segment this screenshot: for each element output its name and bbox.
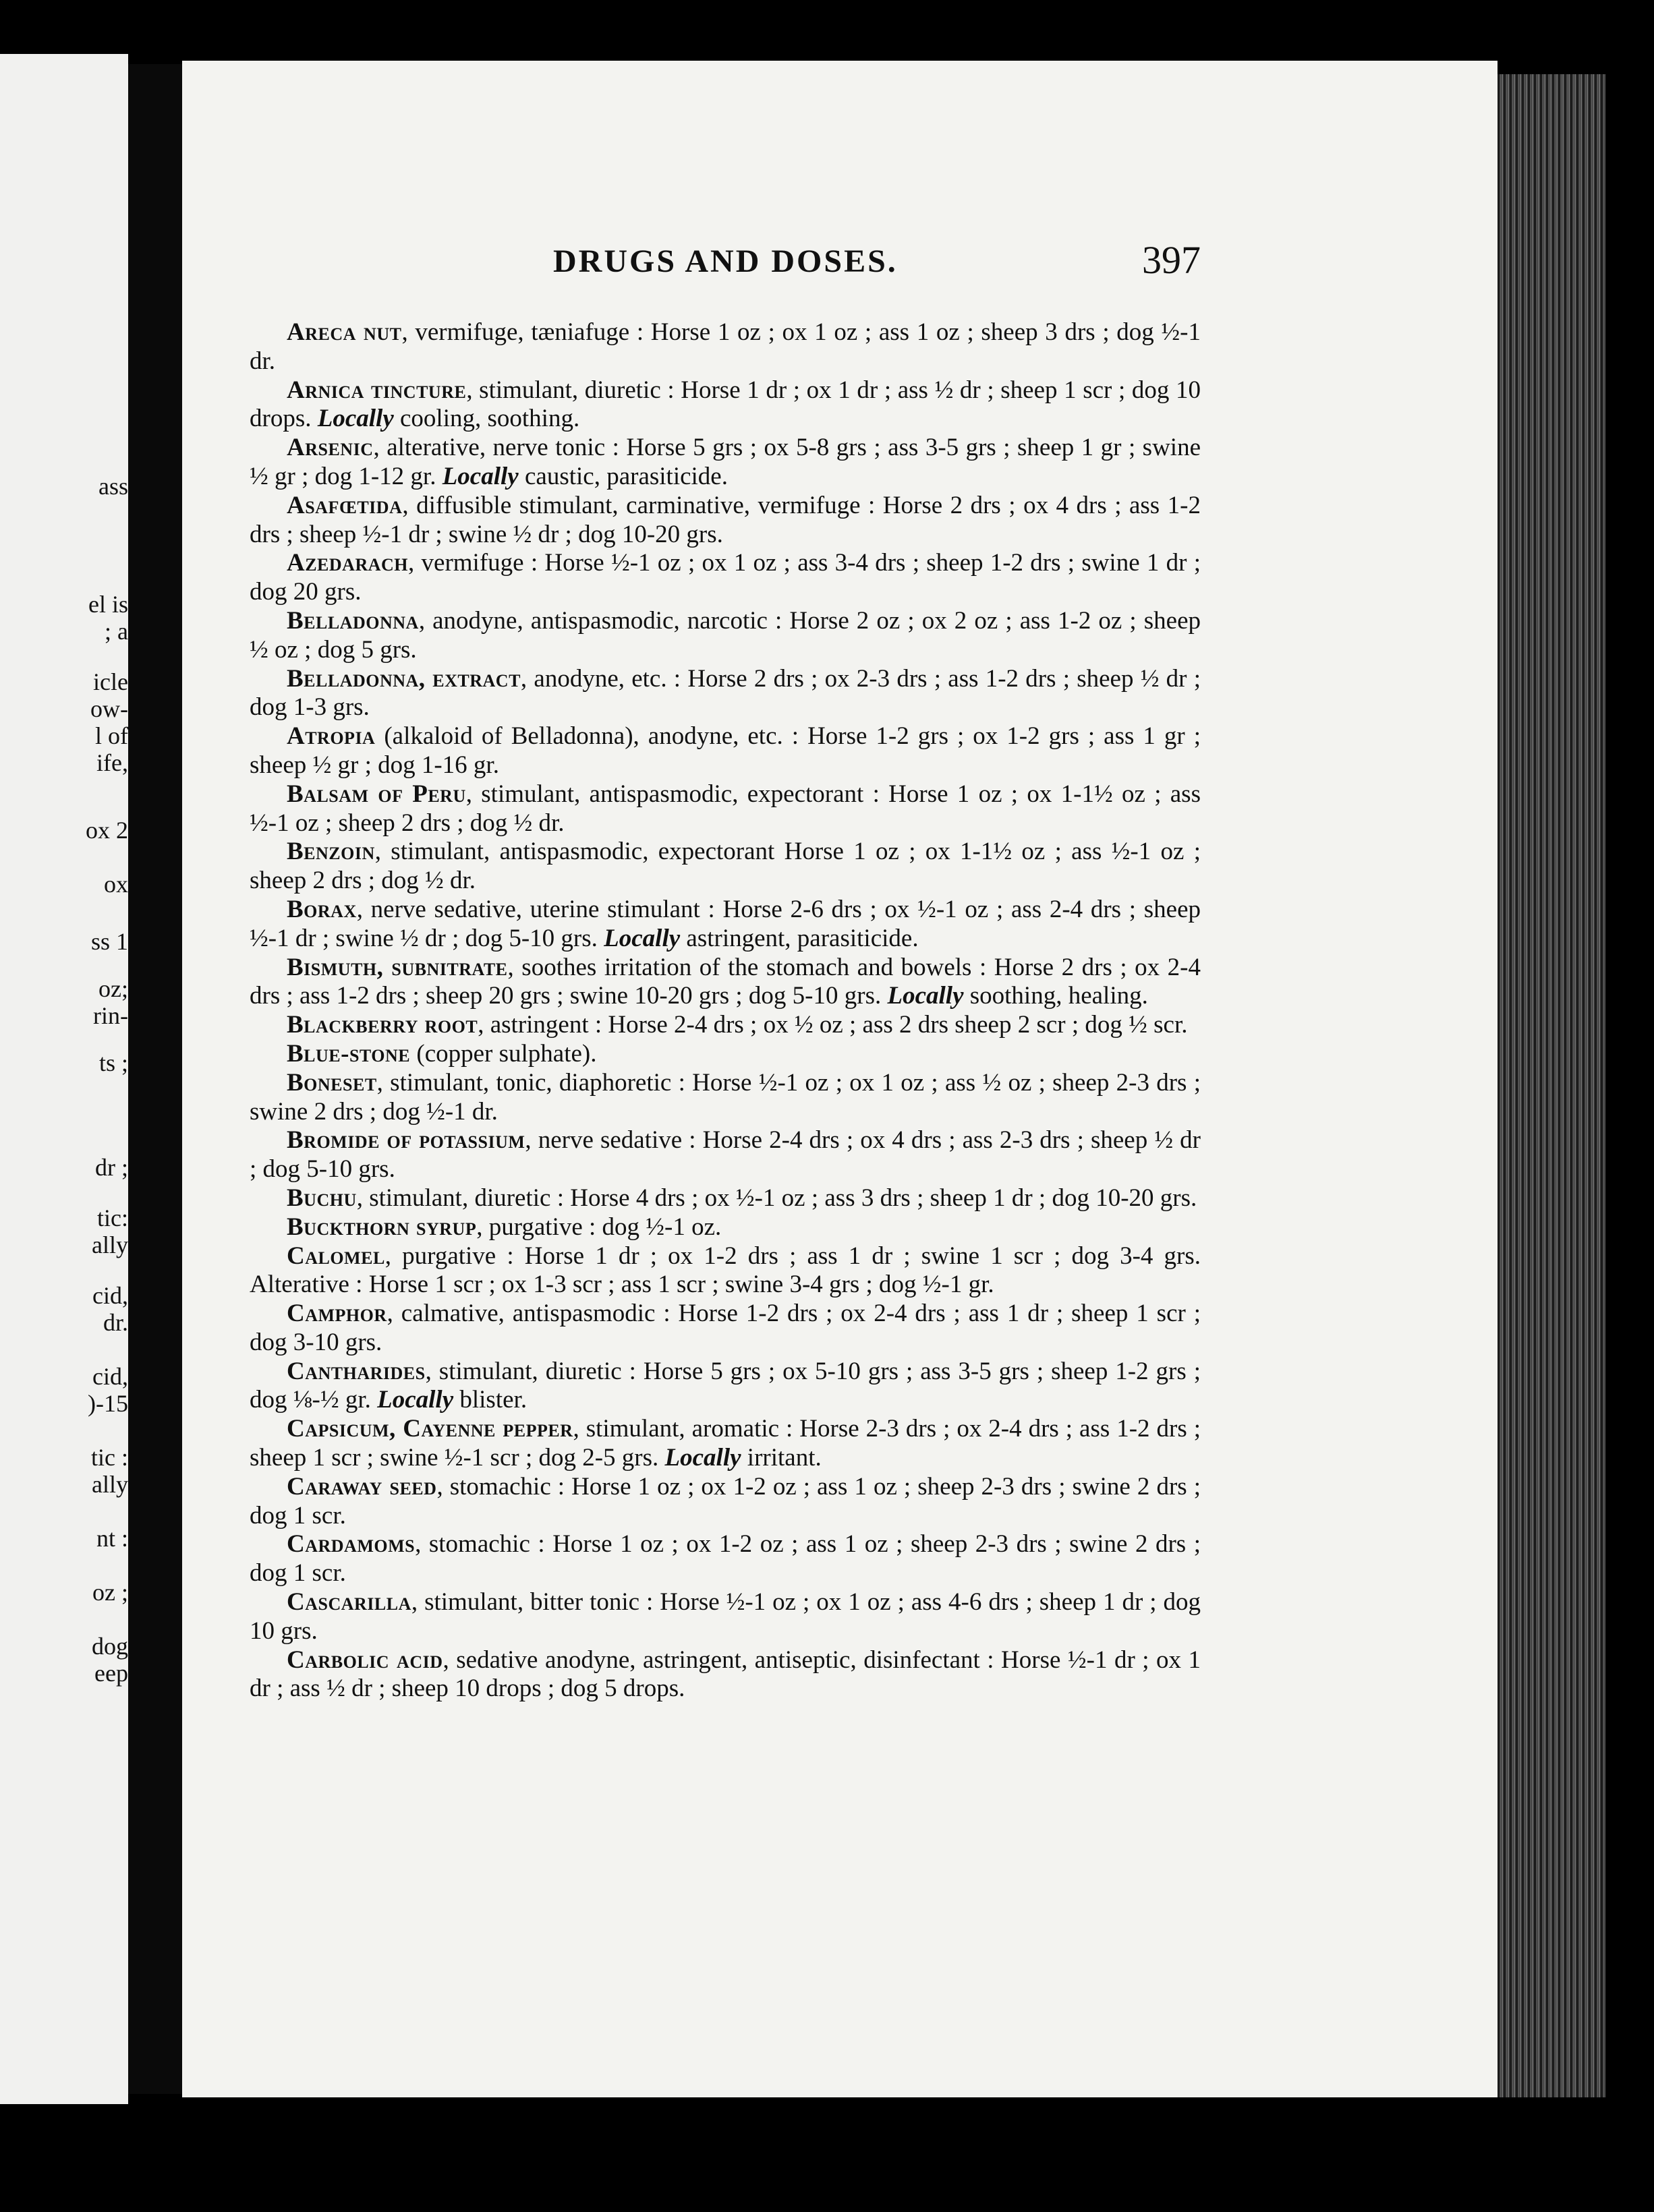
drug-name: Buckthorn syrup xyxy=(287,1213,477,1241)
drug-entry xyxy=(250,1473,1201,1531)
drug-name: Azedarach xyxy=(287,549,409,577)
drug-description: , vermifuge, tæniafuge : Horse 1 oz ; ox 1 oz ; ass 1 oz ; sheep 3 drs ; dog ½-1 dr. xyxy=(250,318,1201,375)
drug-name: Carbolic acid xyxy=(287,1646,443,1674)
drug-entry xyxy=(250,1530,1201,1588)
local-effect: soothing, healing. xyxy=(963,982,1148,1010)
left-page-fragment: ife, xyxy=(96,749,128,776)
drug-name: Boneset xyxy=(287,1068,377,1097)
drug-name: Bismuth, subnitrate xyxy=(287,953,508,981)
drug-entry xyxy=(250,1358,1201,1416)
left-page-fragment: l of xyxy=(95,722,128,749)
drug-description: , purgative : Horse 1 dr ; ox 1-2 drs ; ass 1 dr ; swine 1 scr ; dog 3-4 grs. Alterative : Horse 1 scr ; ox 1-3 scr ; ass 1 scr ; swine 3-4 grs ; dog ½-1 gr. xyxy=(250,1242,1201,1299)
drug-description: , anodyne, etc. : Horse 2 drs ; ox 2-3 drs ; ass 1-2 drs ; sheep ½ dr ; dog 1-3 grs. xyxy=(250,664,1201,722)
drug-entry xyxy=(250,838,1201,896)
left-page-fragment: ss 1 xyxy=(90,928,128,955)
locally-label: Locally xyxy=(887,982,964,1010)
local-effect: cooling, soothing. xyxy=(393,405,580,433)
drug-description: , soothes irritation of the stomach and bowels : Horse 2 drs ; ox 2-4 drs ; ass 1-2 drs ; sheep 20 grs ; swine 10-20 grs ; dog 5-10 grs. xyxy=(250,953,1201,1010)
left-page-fragment: dr ; xyxy=(95,1154,128,1181)
drug-name: Cantharides xyxy=(287,1357,426,1385)
left-page-fragment: dog xyxy=(92,1633,128,1660)
drug-entry xyxy=(250,1646,1201,1704)
left-page-fragment: oz; xyxy=(98,975,128,1002)
drug-entry xyxy=(250,896,1201,954)
drug-entry xyxy=(250,1040,1201,1069)
left-page-fragment: ass xyxy=(98,473,128,500)
drug-description: , stimulant, diuretic : Horse 1 dr ; ox 1 dr ; ass ½ dr ; sheep 1 scr ; dog 10 drops. xyxy=(250,376,1201,433)
drug-description: , purgative : dog ½-1 oz. xyxy=(476,1213,722,1241)
drug-name: Belladonna, extract xyxy=(287,664,521,693)
drug-entry xyxy=(250,1184,1201,1213)
left-page-fragment: ow- xyxy=(90,695,128,722)
left-page-fragment: ally xyxy=(92,1231,128,1258)
drug-entry xyxy=(250,665,1201,723)
left-page-fragment: oz ; xyxy=(92,1579,128,1606)
drug-name: Balsam of Peru xyxy=(287,780,466,808)
drug-entry xyxy=(250,1069,1201,1127)
drug-description: , stomachic : Horse 1 oz ; ox 1-2 oz ; ass 1 oz ; sheep 2-3 drs ; swine 2 drs ; dog 1 scr. xyxy=(250,1530,1201,1588)
drug-entry xyxy=(250,434,1201,492)
left-page-fragment: dr. xyxy=(103,1309,128,1336)
drug-description: , astringent : Horse 2-4 drs ; ox ½ oz ; ass 2 drs sheep 2 scr ; dog ½ scr. xyxy=(478,1011,1188,1039)
drug-description: , stimulant, diuretic : Horse 4 drs ; ox ½-1 oz ; ass 3 drs ; sheep 1 dr ; dog 10-20 grs. xyxy=(356,1184,1197,1212)
drug-description: , stimulant, aromatic : Horse 2-3 drs ; ox 2-4 drs ; ass 1-2 drs ; sheep 1 scr ; swine ½-1 scr ; dog 2-5 grs. xyxy=(250,1415,1201,1472)
local-effect: caustic, parasiticide. xyxy=(518,462,728,490)
drug-name: Cardamoms xyxy=(287,1530,416,1559)
drug-description: , stimulant, antispasmodic, expectorant : Horse 1 oz ; ox 1-1½ oz ; ass ½-1 oz ; sheep 2 drs ; dog ½ dr. xyxy=(250,780,1201,837)
drug-entry xyxy=(250,722,1201,780)
drug-name: Benzoin xyxy=(287,838,375,866)
locally-label: Locally xyxy=(442,462,519,490)
drug-entry xyxy=(250,1415,1201,1473)
drug-description: , nerve sedative : Horse 2-4 drs ; ox 4 drs ; ass 2-3 drs ; sheep ½ dr ; dog 5-10 grs. xyxy=(250,1126,1201,1184)
left-page-fragment: cid, xyxy=(92,1363,128,1390)
drug-name: Belladonna xyxy=(287,606,419,635)
left-page-fragment: tic : xyxy=(91,1444,128,1471)
drug-entry xyxy=(250,549,1201,607)
drug-description: , stimulant, bitter tonic : Horse ½-1 oz ; ox 1 oz ; ass 4-6 drs ; sheep 1 dr ; dog 10 grs. xyxy=(250,1588,1201,1645)
left-page-fragment: el is xyxy=(88,591,128,618)
book-gutter xyxy=(128,64,182,2094)
left-page-fragment: ; a xyxy=(105,618,128,645)
page-number: 397 xyxy=(1142,238,1201,282)
drug-name: Camphor xyxy=(287,1300,387,1328)
drug-name: Arsenic xyxy=(287,434,374,462)
locally-label: Locally xyxy=(377,1386,454,1414)
left-page-fragment: nt : xyxy=(96,1525,128,1552)
drug-name: Arnica tincture xyxy=(287,376,467,404)
page-edges xyxy=(1498,74,1605,2097)
drug-description: , alterative, nerve tonic : Horse 5 grs ; ox 5-8 grs ; ass 3-5 grs ; sheep 1 gr ; swine ½ gr ; dog 1-12 gr. xyxy=(250,434,1201,490)
left-page-fragment: cid, xyxy=(92,1282,128,1309)
drug-name: Areca nut xyxy=(287,318,402,346)
drug-entry xyxy=(250,492,1201,550)
drug-entry xyxy=(250,1213,1201,1242)
local-effect: astringent, parasiticide. xyxy=(680,924,919,952)
drug-entry xyxy=(250,954,1201,1012)
facing-left-page xyxy=(0,54,128,2104)
drug-name: Asafœtida xyxy=(287,491,403,519)
drug-name: Calomel xyxy=(287,1242,385,1270)
drug-name: Buchu xyxy=(287,1184,357,1212)
drug-name: Blue-stone xyxy=(287,1039,411,1068)
drug-description: , nerve sedative, uterine stimulant : Horse 2-6 drs ; ox ½-1 oz ; ass 2-4 drs ; sheep ½-1 dr ; swine ½ dr ; dog 5-10 grs. xyxy=(250,895,1201,952)
drug-entry xyxy=(250,1011,1201,1040)
drug-description: , stomachic : Horse 1 oz ; ox 1-2 oz ; ass 1 oz ; sheep 2-3 drs ; swine 2 drs ; dog 1 scr. xyxy=(250,1472,1201,1530)
drug-name: Atropia xyxy=(287,722,376,751)
dose-entries xyxy=(250,318,1201,1704)
drug-entry xyxy=(250,1126,1201,1184)
left-page-fragment: rin- xyxy=(93,1002,128,1029)
drug-entry xyxy=(250,780,1201,838)
locally-label: Locally xyxy=(604,924,681,952)
drug-entry xyxy=(250,1588,1201,1646)
drug-description: , calmative, antispasmodic : Horse 1-2 drs ; ox 2-4 drs ; ass 1 dr ; sheep 1 scr ; dog 3-10 grs. xyxy=(250,1300,1201,1356)
header-title: DRUGS AND DOSES. xyxy=(553,243,898,279)
drug-description: , anodyne, antispasmodic, narcotic : Horse 2 oz ; ox 2 oz ; ass 1-2 oz ; sheep ½ oz ; dog 5 grs. xyxy=(250,606,1201,664)
drug-entry xyxy=(250,607,1201,665)
left-page-fragment: tic: xyxy=(97,1204,128,1231)
drug-entry xyxy=(250,1300,1201,1358)
local-effect: irritant. xyxy=(741,1444,822,1472)
left-page-fragment: ox xyxy=(104,871,128,898)
drug-name: Caraway seed xyxy=(287,1472,437,1501)
drug-description: (alkaloid of Belladonna), anodyne, etc. : Horse 1-2 grs ; ox 1-2 grs ; ass 1 gr ; sheep ½ gr ; dog 1-16 gr. xyxy=(250,722,1201,779)
drug-name: Bromide of potassium xyxy=(287,1126,525,1155)
drug-description: , sedative anodyne, astringent, antiseptic, disinfectant : Horse ½-1 dr ; ox 1 dr ; ass ½ dr ; sheep 10 drops ; dog 5 drops. xyxy=(250,1646,1201,1703)
left-page-fragment: )-15 xyxy=(88,1390,128,1417)
drug-description: , vermifuge : Horse ½-1 oz ; ox 1 oz ; ass 3-4 drs ; sheep 1-2 drs ; swine 1 dr ; dog 20 grs. xyxy=(250,549,1201,606)
drug-description: , stimulant, diuretic : Horse 5 grs ; ox 5-10 grs ; ass 3-5 grs ; sheep 1-2 grs ; dog ⅛-½ gr. xyxy=(250,1357,1201,1414)
locally-label: Locally xyxy=(664,1444,741,1472)
left-page-fragment: ox 2 xyxy=(86,817,128,844)
drug-entry xyxy=(250,1242,1201,1300)
drug-name: Cascarilla xyxy=(287,1588,411,1617)
drug-name: Borax xyxy=(287,895,357,923)
drug-description: , stimulant, tonic, diaphoretic : Horse ½-1 oz ; ox 1 oz ; ass ½ oz ; sheep 2-3 drs ; swine 2 drs ; dog ½-1 dr. xyxy=(250,1068,1201,1126)
drug-entry xyxy=(250,318,1201,376)
left-page-fragment: icle xyxy=(93,668,128,695)
running-header xyxy=(378,238,1201,283)
drug-description: , stimulant, antispasmodic, expectorant Horse 1 oz ; ox 1-1½ oz ; ass ½-1 oz ; sheep 2 drs ; dog ½ dr. xyxy=(250,838,1201,895)
drug-name: Blackberry root xyxy=(287,1011,478,1039)
drug-description: , diffusible stimulant, carminative, vermifuge : Horse 2 drs ; ox 4 drs ; ass 1-2 drs ; sheep ½-1 dr ; swine ½ dr ; dog 10-20 grs. xyxy=(250,491,1201,548)
drug-name: Capsicum, Cayenne pepper xyxy=(287,1415,573,1443)
local-effect: blister. xyxy=(453,1386,527,1414)
left-page-fragment: eep xyxy=(94,1660,128,1687)
drug-description: (copper sulphate). xyxy=(410,1039,597,1068)
drug-entry xyxy=(250,376,1201,434)
left-page-fragment: ts ; xyxy=(98,1049,128,1076)
locally-label: Locally xyxy=(317,405,394,433)
left-page-fragment: ally xyxy=(92,1471,128,1498)
